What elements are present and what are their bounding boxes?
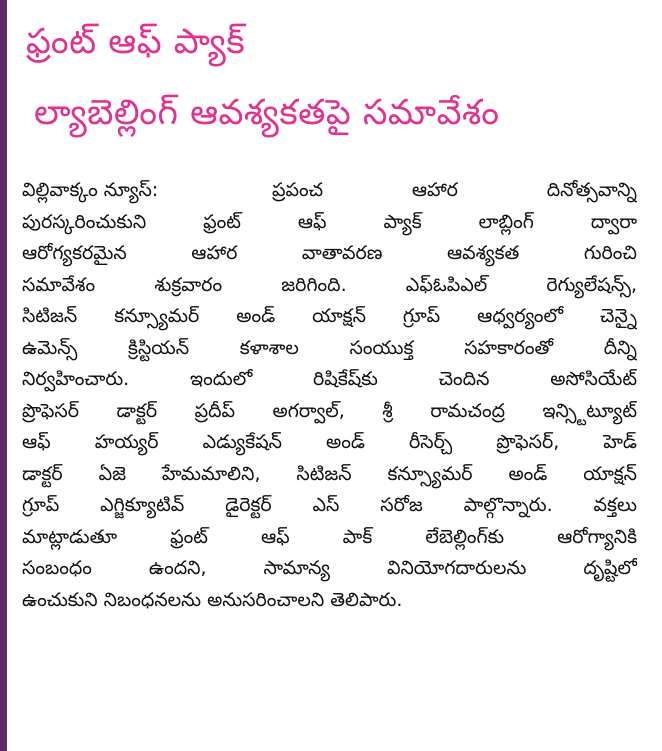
body-line: పురస్కరించుకుని ఫ్రంట్ ఆఫ్ ప్యాక్ లాబ్లింగ్ ద్వారా: [22, 210, 637, 233]
headline-line-1: ఫ్రంట్ ఆఫ్ ప్యాక్: [26, 22, 246, 62]
body-line: డాక్టర్ ఏజె హేమమాలిని, సిటిజన్ కన్స్యూమర్ అండ్ యాక్షన్: [22, 462, 637, 485]
headline-line-2: ల్యాబెల్లింగ్ ఆవశ్యకతపై సమావేశం: [34, 93, 500, 133]
left-border-rule: [0, 0, 7, 751]
body-line: ఉంచుకుని నిబంధనలను అనుసరించాలని తెలిపారు.: [22, 588, 403, 611]
body-line: ప్రొఫెసర్ డాక్టర్ ప్రదీప్ అగర్వాల్, శ్రీ రామచంద్ర ఇన్స్టిట్యూట్: [22, 399, 637, 422]
body-line: సమావేశం శుక్రవారం జరిగింది. ఎఫ్ఓపిఎల్ రెగ్యులేషన్స్,: [22, 273, 637, 296]
body-line: మాట్లాడుతూ ఫ్రంట్ ఆఫ్ పాక్ లేబెల్లింగ్‌కు ఆరోగ్యానికి: [22, 525, 637, 548]
body-line: ప్రపంచ ఆహార దినోత్సవాన్ని: [272, 179, 637, 201]
first-line-wrapper: [22, 175, 637, 207]
news-article: [22, 18, 637, 616]
body-line: నిర్వహించారు. ఇందులో రిషికేష్‌కు చెందిన అసోసియేట్: [22, 368, 637, 390]
body-line: గ్రూప్ ఎగ్జిక్యూటివ్ డైరెక్టర్ ఎస్ సరోజ పాల్గొన్నారు. వక్తలు: [22, 494, 637, 516]
body-line: సంబంధం ఉందని, సామాన్య వినియోగదారులను దృష్టిలో: [22, 557, 637, 579]
headline: [22, 18, 637, 137]
body-line: ఆరోగ్యకరమైన ఆహార వాతావరణ ఆవశ్యకత గురించి: [22, 242, 637, 264]
body-line: ఉమెన్స్ క్రిస్టియన్ కళాశాల సంయుక్త సహకారంతో దీన్ని: [22, 336, 637, 359]
body-line: సిటిజన్ కన్స్యూమర్ అండ్ యాక్షన్ గ్రూప్ ఆధ్వర్యంలో చెన్నై: [22, 305, 637, 327]
body-line: ఆఫ్ హయ్యర్ ఎడ్యుకేషన్ అండ్ రీసెర్చ్ ప్రొఫెసర్, హెడ్: [22, 431, 637, 453]
article-body: [22, 175, 637, 616]
dateline: విల్లివాక్కం న్యూస్:: [22, 179, 159, 201]
